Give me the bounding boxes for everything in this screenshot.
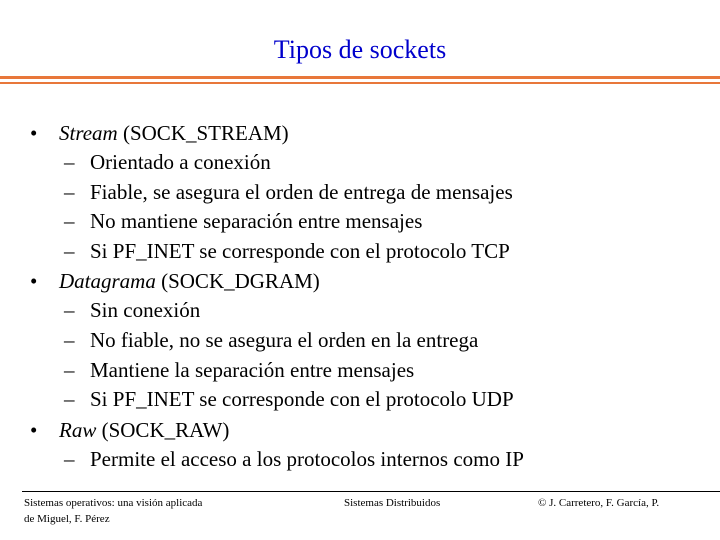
subitem bbox=[0, 445, 720, 475]
bullet-text bbox=[59, 415, 229, 445]
subitem-dash: – bbox=[64, 179, 75, 204]
footer-copyright: © J. Carretero, F. García, P. bbox=[538, 497, 660, 509]
subitem bbox=[0, 148, 720, 178]
subitem-dash: – bbox=[64, 446, 75, 471]
subitem bbox=[0, 178, 720, 208]
bullet-stream bbox=[0, 118, 720, 148]
bullet-rest: (SOCK_RAW) bbox=[96, 417, 230, 442]
slide-title: Tipos de sockets bbox=[273, 35, 447, 64]
footer-book-authors: de Miguel, F. Pérez bbox=[24, 513, 110, 525]
footer-book-title: Sistemas operativos: una visión aplicada bbox=[24, 497, 203, 509]
subitem-dash: – bbox=[64, 327, 75, 352]
footer-rule bbox=[22, 491, 720, 492]
subitem bbox=[0, 385, 720, 415]
title-rule-thin bbox=[0, 82, 720, 84]
subitem-text: Si PF_INET se corresponde con el protocolo UDP bbox=[90, 387, 514, 412]
slide-content bbox=[0, 118, 720, 474]
bullet-term: Datagrama bbox=[59, 269, 156, 294]
bullet-term: Stream bbox=[59, 121, 118, 145]
footer-book-credit bbox=[24, 495, 202, 527]
subitem-text: Sin conexión bbox=[90, 298, 201, 323]
subitem-dash: – bbox=[64, 238, 75, 263]
bullet-rest: (SOCK_DGRAM) bbox=[155, 269, 320, 294]
subitem-dash: – bbox=[64, 150, 75, 174]
subitem-dash: – bbox=[64, 387, 75, 412]
bullet-marker: • bbox=[30, 121, 38, 145]
bullet-text bbox=[59, 266, 320, 296]
subitem-text: Mantiene la separación entre mensajes bbox=[90, 357, 415, 382]
subitem-dash: – bbox=[64, 298, 75, 323]
subitem-text: No fiable, no se asegura el orden en la entrega bbox=[90, 327, 479, 352]
subitem-text: No mantiene separación entre mensajes bbox=[90, 209, 423, 234]
bullet-datagrama bbox=[0, 266, 720, 296]
bullet-term: Raw bbox=[59, 417, 97, 442]
bullet-raw bbox=[0, 415, 720, 445]
footer-course: Sistemas Distribuidos bbox=[344, 497, 441, 509]
bullet-text bbox=[59, 118, 289, 148]
bullet-rest: (SOCK_STREAM) bbox=[117, 121, 289, 145]
bullet-marker: • bbox=[30, 417, 38, 442]
title-rule-thick bbox=[0, 76, 720, 79]
subitem bbox=[0, 237, 720, 267]
subitem-text: Permite el acceso a los protocolos internos como IP bbox=[90, 446, 524, 471]
subitem-dash: – bbox=[64, 357, 75, 382]
subitem-text: Si PF_INET se corresponde con el protocolo TCP bbox=[90, 238, 510, 263]
bullet-marker: • bbox=[30, 269, 38, 294]
subitem bbox=[0, 356, 720, 386]
subitem bbox=[0, 207, 720, 237]
subitem-text: Orientado a conexión bbox=[90, 150, 271, 174]
subitem bbox=[0, 326, 720, 356]
subitem-dash: – bbox=[64, 209, 75, 234]
subitem-text: Fiable, se asegura el orden de entrega de mensajes bbox=[90, 179, 513, 204]
subitem bbox=[0, 296, 720, 326]
